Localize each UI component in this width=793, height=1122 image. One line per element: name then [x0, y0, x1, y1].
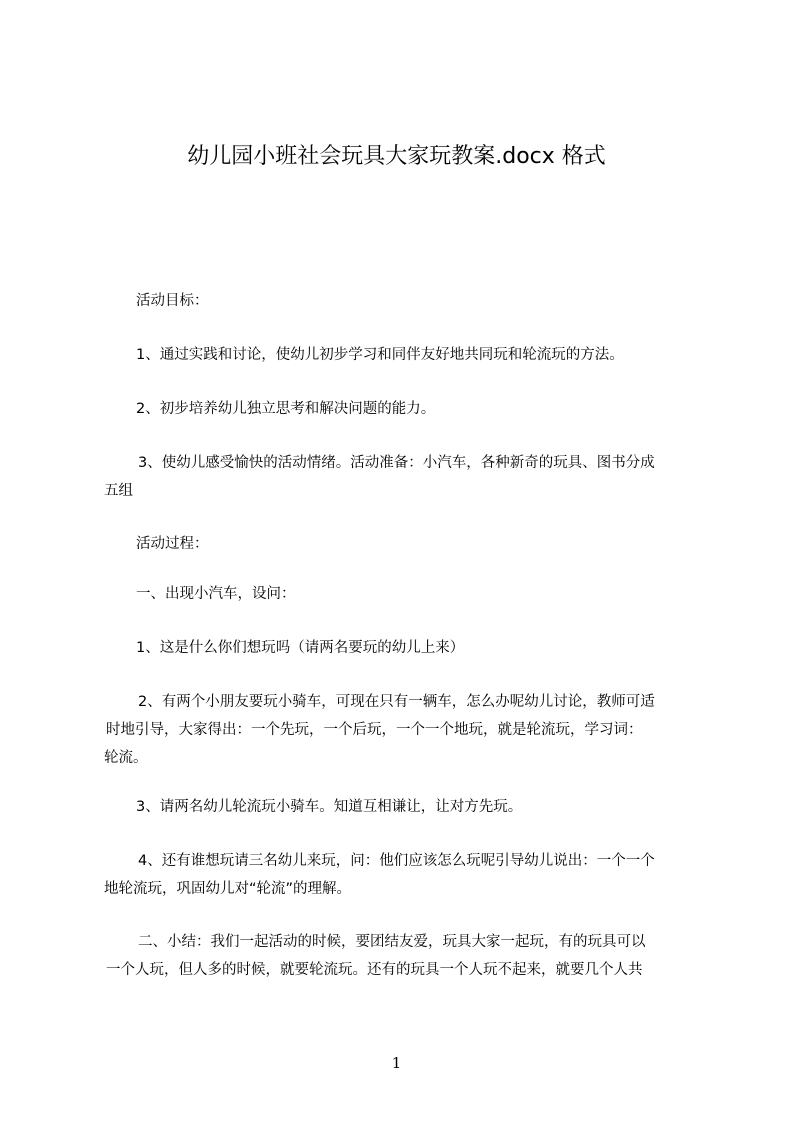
paragraph-line: 轮流。 [104, 750, 148, 766]
paragraph-line: 1、通过实践和讨论，使幼儿初步学习和同伴友好地共同玩和轮流玩的方法。 [136, 347, 624, 363]
paragraph-line: 3、请两名幼儿轮流玩小骑车。知道互相谦让，让对方先玩。 [136, 799, 523, 815]
paragraph-line: 时地引导，大家得出：一个先玩，一个后玩，一个一个地玩，就是轮流玩，学习词： [106, 722, 643, 738]
paragraph-process-heading [104, 530, 714, 558]
paragraph-line: 4、还有谁想玩请三名幼儿来玩，问：他们应该怎么玩呢引导幼儿说出：一个一个 [138, 853, 655, 869]
paragraph-line: 1、这是什么你们想玩吗（请两名要玩的幼儿上来） [136, 640, 465, 656]
paragraph-line: 地轮流玩，巩固幼儿对“轮流”的理解。 [104, 881, 352, 897]
paragraph-step-4 [104, 847, 714, 903]
document-title: 幼儿园小班社会玩具大家玩教案.docx 格式 [187, 144, 606, 169]
paragraph-step-3 [104, 793, 714, 821]
paragraph-line: 五组 [104, 483, 133, 499]
paragraph-line: 一个人玩，但人多的时候，就要轮流玩。还有的玩具一个人玩不起来，就要几个人共 [106, 962, 643, 978]
paragraph-step-one [104, 580, 714, 608]
paragraph-line: 一、出现小汽车，设问： [136, 586, 296, 602]
page-number: 1 [391, 1054, 402, 1072]
paragraph-line: 2、有两个小朋友要玩小骑车，可现在只有一辆车，怎么办呢幼儿讨论，教师可适 [138, 694, 655, 710]
paragraph-activity-goals-heading [104, 287, 714, 315]
paragraph-line: 3、使幼儿感受愉快的活动情绪。活动准备：小汽车，各种新奇的玩具、图书分成 [138, 455, 655, 471]
paragraph-line: 活动过程： [136, 536, 209, 552]
paragraph-line: 2、初步培养幼儿独立思考和解决问题的能力。 [136, 401, 436, 417]
paragraph-goal-2 [104, 395, 714, 423]
paragraph-step-1 [104, 634, 714, 662]
paragraph-line: 活动目标： [136, 293, 209, 309]
paragraph-step-2 [104, 688, 714, 772]
paragraph-goal-3-preparation [104, 449, 714, 505]
paragraph-goal-1 [104, 341, 714, 369]
paragraph-line: 二、小结：我们一起活动的时候，要团结友爱，玩具大家一起玩，有的玩具可以 [138, 934, 646, 950]
paragraph-summary [104, 928, 714, 984]
